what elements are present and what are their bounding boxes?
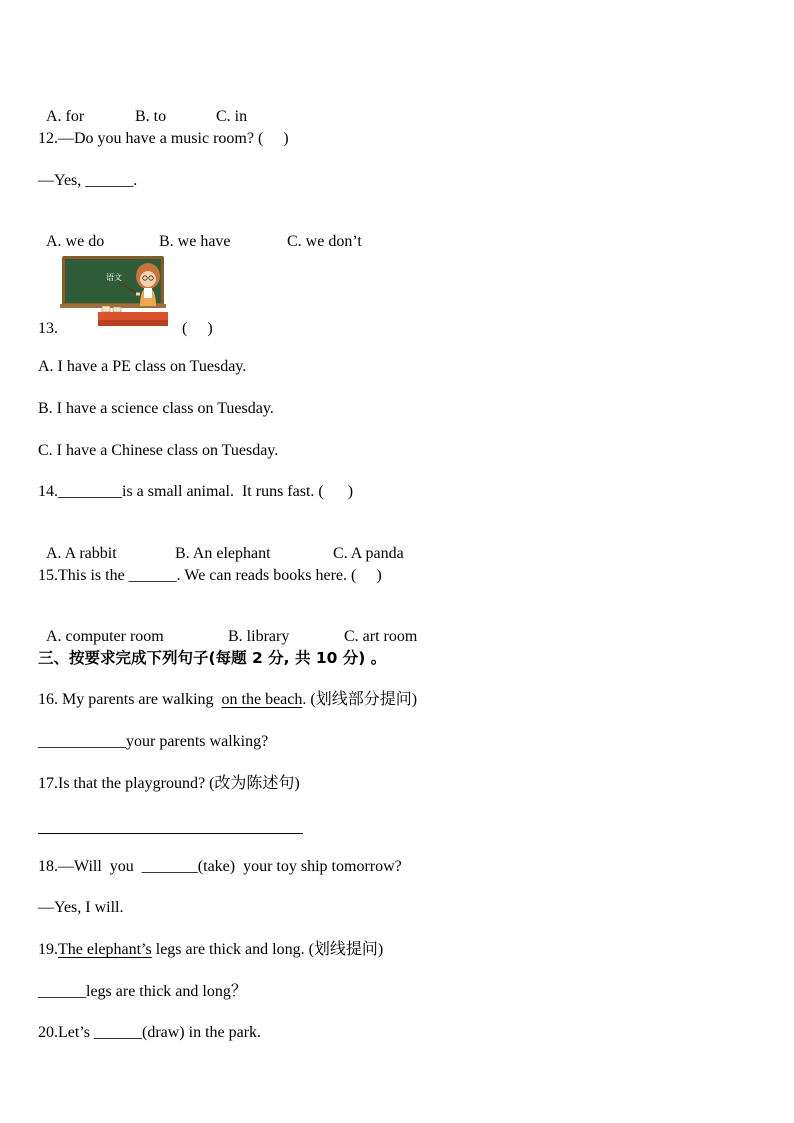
q15-question: 15.This is the ______. We can reads books here. ( ) xyxy=(38,567,382,584)
q15-option-a: A. computer room xyxy=(46,628,164,645)
q14-option-c: C. A panda xyxy=(333,545,404,562)
q12-option-a: A. we do xyxy=(46,233,105,250)
q12-option-b: B. we have xyxy=(159,233,231,250)
q13-option-a: A. I have a PE class on Tuesday. xyxy=(38,358,247,375)
q12-answer: —Yes, ______. xyxy=(38,172,138,189)
chalkboard-text: 语文 xyxy=(106,273,122,282)
q13-number: 13. xyxy=(38,320,58,337)
q16-underlined-phrase: on the beach xyxy=(221,691,303,708)
q18-answer: —Yes, I will. xyxy=(38,899,124,916)
q13-option-b: B. I have a science class on Tuesday. xyxy=(38,400,274,417)
q14-option-a: A. A rabbit xyxy=(46,545,117,562)
q19-underlined-phrase: The elephant’s xyxy=(58,941,152,958)
q16-prefix: 16. My parents are walking xyxy=(38,691,222,708)
q11-option-b: B. to xyxy=(135,108,167,125)
q19-question xyxy=(38,940,383,960)
teacher-chalkboard-illustration xyxy=(60,254,168,330)
q18-question: 18.—Will you _______(take) your toy ship tomorrow? xyxy=(38,858,402,875)
q15-option-b: B. library xyxy=(228,628,290,645)
q14-options xyxy=(38,524,404,564)
q19-suffix: legs are thick and long. (划线提问) xyxy=(151,941,384,958)
q15-option-c: C. art room xyxy=(344,628,418,645)
section-3-heading: 三、按要求完成下列句子(每题 2 分, 共 10 分) 。 xyxy=(38,649,387,667)
q14-option-b: B. An elephant xyxy=(175,545,271,562)
q11-options xyxy=(38,87,247,127)
q16-question xyxy=(38,690,417,710)
q13-answer-paren: ( ) xyxy=(182,320,213,337)
q16-suffix: . (划线部分提问) xyxy=(302,691,418,708)
q11-option-c: C. in xyxy=(216,108,248,125)
q13-option-c: C. I have a Chinese class on Tuesday. xyxy=(38,442,279,459)
q16-answer: ___________your parents walking? xyxy=(38,733,269,750)
q14-question: 14.________is a small animal. It runs fast. ( ) xyxy=(38,483,354,500)
q12-option-c: C. we don’t xyxy=(287,233,362,250)
q15-options xyxy=(38,607,417,647)
q17-answer-line xyxy=(38,833,303,834)
q17-question: 17.Is that the playground? (改为陈述句) xyxy=(38,775,300,792)
q19-answer: ______legs are thick and long？ xyxy=(38,983,247,1000)
q12-options xyxy=(38,212,362,252)
q11-option-a: A. for xyxy=(46,108,85,125)
q20-question: 20.Let’s ______(draw) in the park. xyxy=(38,1024,262,1041)
q19-prefix: 19. xyxy=(38,941,58,958)
q12-question: 12.—Do you have a music room? ( ) xyxy=(38,130,289,147)
